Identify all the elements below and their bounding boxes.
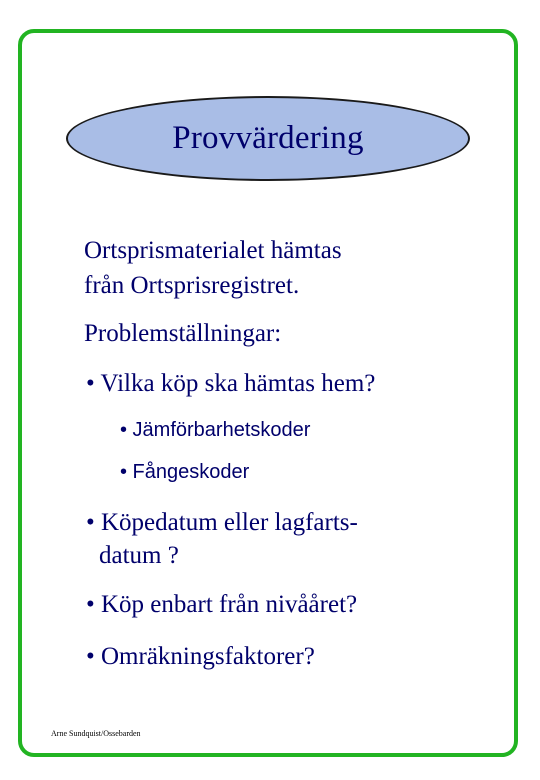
footer-author: Arne Sundquist/Ossebarden xyxy=(51,729,141,738)
bullet-purchase-date-line-1: • Köpedatum eller lagfarts- xyxy=(86,509,358,536)
sub-bullet-acquisition-codes: • Fångeskoder xyxy=(120,461,250,483)
bullet-level-year: • Köp enbart från nivååret? xyxy=(86,591,358,618)
bullet-conversion-factors: • Omräkningsfaktorer? xyxy=(86,643,315,670)
intro-line-1: Ortsprismaterialet hämtas xyxy=(84,237,342,264)
bullet-purchase-date-line-2: datum ? xyxy=(99,542,179,569)
problems-heading: Problemställningar: xyxy=(84,320,282,347)
bullet-which-purchases: • Vilka köp ska hämtas hem? xyxy=(86,370,376,397)
intro-line-2: från Ortsprisregistret. xyxy=(84,272,300,299)
slide-title: Provvärdering xyxy=(172,120,364,156)
sub-bullet-comparability-codes: • Jämförbarhetskoder xyxy=(120,419,311,441)
title-oval xyxy=(66,96,470,181)
